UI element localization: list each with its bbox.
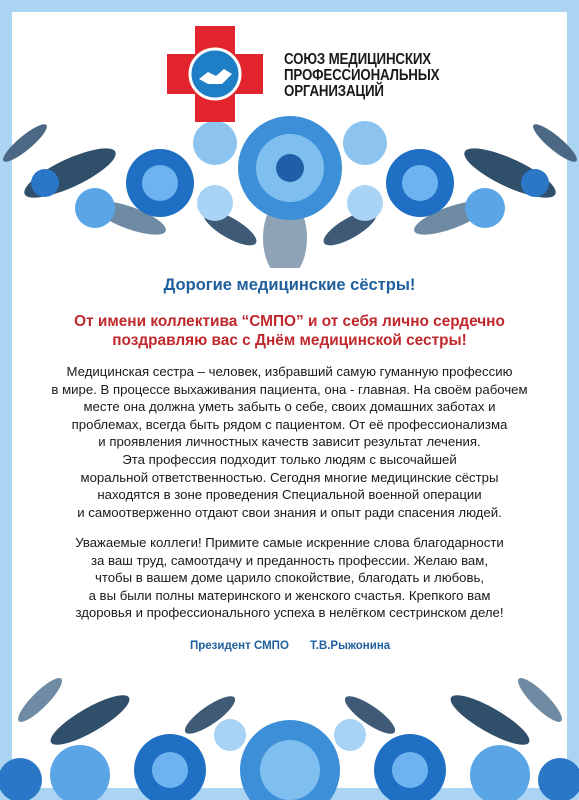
text-line: в мире. В процессе выхаживания пациента, она - главная. На своём рабочем — [51, 381, 528, 397]
red-cross-handshake-icon — [167, 26, 263, 122]
text-line: чтобы в вашем доме царило спокойствие, благодать и любовь, — [94, 570, 485, 586]
text-line: за ваш труд, самоотдачу и преданность профессии. Желаю вам, — [90, 552, 489, 568]
text-line: моральной ответственностью. Сегодня многие медицинские сёстры — [80, 469, 499, 485]
text-line: и самоотверженно отдают свои знания и опыт ради спасения людей. — [77, 504, 502, 520]
logo-line: ПРОФЕССИОНАЛЬНЫХ — [284, 67, 440, 84]
signature-title: Президент СМПО — [190, 640, 289, 652]
signature-name: Т.В.Рыжонина — [310, 640, 391, 652]
text-line: и проявления личностных качеств зависит результат лечения. — [98, 434, 481, 450]
paragraph-1 — [0, 363, 579, 521]
text-line: находятся в зоне проведения Специальной военной операции — [97, 487, 482, 503]
logo-line: СОЮЗ МЕДИЦИНСКИХ — [284, 51, 431, 68]
logo-line: ОРГАНИЗАЦИЙ — [284, 83, 384, 100]
greeting-heading: Дорогие медицинские сёстры! — [163, 276, 416, 294]
logo-text — [284, 52, 439, 100]
text-line: Медицинская сестра – человек, избравший самую гуманную профессию — [66, 364, 513, 379]
intro-line: От имени коллектива “СМПО” и от себя лично сердечно — [74, 313, 505, 330]
text-line: Эта профессия подходит только людям с высочайшей — [122, 451, 457, 467]
text-line: месте она должна уметь забыть о себе, своих домашних заботах и — [83, 399, 496, 415]
text-line: Уважаемые коллеги! Примите самые искренние слова благодарности — [75, 535, 504, 550]
paragraph-2 — [0, 534, 579, 622]
intro-line: поздравляю вас с Днём медицинской сестры! — [112, 332, 467, 349]
floral-decoration-bottom — [0, 660, 579, 800]
flowers-top — [31, 116, 549, 228]
text-line: а вы были полны материнского и женского счастья. Крепкого вам — [88, 587, 491, 603]
text-line: здоровья и профессионального успеха в нелёгком сестринском деле! — [75, 605, 504, 621]
intro-heading — [0, 312, 579, 350]
text-line: проблемах, всегда быть рядом с пациентом. От её профессионализма — [71, 416, 508, 432]
